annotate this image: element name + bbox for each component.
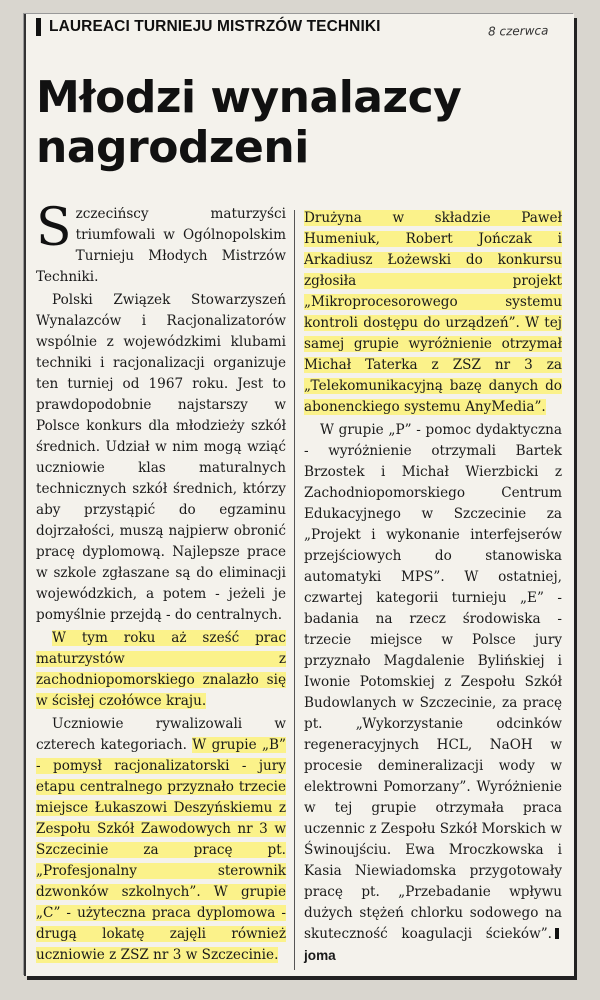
body-paragraph (36, 714, 286, 966)
article-column-right (304, 208, 562, 969)
column-divider (294, 210, 295, 970)
body-paragraph-highlighted (36, 628, 286, 712)
article-column-left (36, 198, 286, 968)
lead-text: zczecińscy maturzyści triumfowali w Ogólnopolskim Turnieju Młodych Mistrzów Techniki. (36, 206, 286, 285)
body-text: W grupie „P” - pomoc dydaktyczna - wyróżnienie otrzymali Bartek Brzostek i Michał Wierzbicki z Zachodniopomorskiego Centrum Edukacyjnego w Szczecinie za „Projekt i wykonanie interfejserów przejściowych do stanowiska automatyki MPS”. W ostatniej, czwartej kategorii turnieju „E” - badania na rzecz środowiska - trzecie miejsce w Polsce jury przyznało Magdalenie Bylińskiej i Iwonie Potomskiej z Zespołu Szkół Budowlanych w Szczecinie, za pracę pt. „Wykorzystanie odcinków regeneracyjnych HCL, NaOH w procesie demineralizacji wody w elektrowni Pomorzany”. Wyróżnienie w tej grupie otrzymała praca uczennic z Zespołu Szkół Morskich w Świnoujściu. Ewa Mroczkowska i Kasia Niewiadomska przygotowały pracę pt. „Przebadanie wpływu dużych stężeń chlorku sodowego na skuteczność koagulacji ścieków”. (304, 422, 562, 942)
handwritten-date-note: 8 czerwca (487, 23, 549, 39)
lead-paragraph (36, 198, 286, 288)
body-paragraph: Polski Związek Stowarzyszeń Wynalazców i Racjonalizatorów wspólnie z wojewódzkimi klubami techniki i racjonalizacji organizuje ten turniej od 1967 roku. Jest to prawdopodobnie najstarszy w Polsce konkurs dla młodzieży szkół średnich. Udział w nim mogą wziąć uczniowie klas maturalnych technicznych szkół średnich, którzy aby przystąpić do egzaminu dojrzałości, muszą najpierw obronić pracę dyplomową. Najlepsze prace w szkole zgłaszane są do eliminacji wojewódzkich, a potem - jeżeli je pomyślnie przejdą - do centralnych. (36, 292, 286, 623)
highlighted-text: W tym roku aż sześć prac maturzystów z zachodniopomorskiego znalazło się w ścisłej czołówce kraju. (36, 630, 286, 709)
headline: Młodzi wynalazcy nagrodzeni (36, 72, 462, 174)
highlighted-text: Drużyna w składzie Paweł Humeniuk, Robert Jończak i Arkadiusz Łożewski do konkursu zgłosiła projekt „Mikroprocesorowego systemu kontroli dostępu do urządzeń”. W tej samej grupie wyróżnienie otrzymał Michał Taterka z ZSZ nr 3 za „Telekomunikacyjną bazę danych do abonenckiego systemu AnyMedia”. (304, 210, 562, 415)
body-text: Uczniowie rywalizowali w czterech kategoriach. (36, 716, 286, 753)
drop-cap: S (36, 198, 72, 258)
body-paragraph (304, 420, 562, 967)
newspaper-clipping (24, 14, 574, 976)
end-mark (555, 928, 559, 939)
author-signature: joma (304, 948, 336, 963)
kicker-label: LAUREACI TURNIEJU MISTRZÓW TECHNIKI (36, 18, 381, 36)
highlighted-text: W grupie „B” - pomysł racjonalizatorski - jury etapu centralnego przyznało trzecie miejsce Łukaszowi Deszyńskiemu z Zespołu Szkół Zawodowych nr 3 w Szczecinie za pracę pt. „Profesjonalny sterownik dzwonków szkolnych”. W grupie „C” - użyteczna praca dyplomowa - drugą lokatę zajęli również uczniowie z ZSZ nr 3 w Szczecinie. (36, 737, 286, 963)
body-paragraph-highlighted (304, 208, 562, 418)
